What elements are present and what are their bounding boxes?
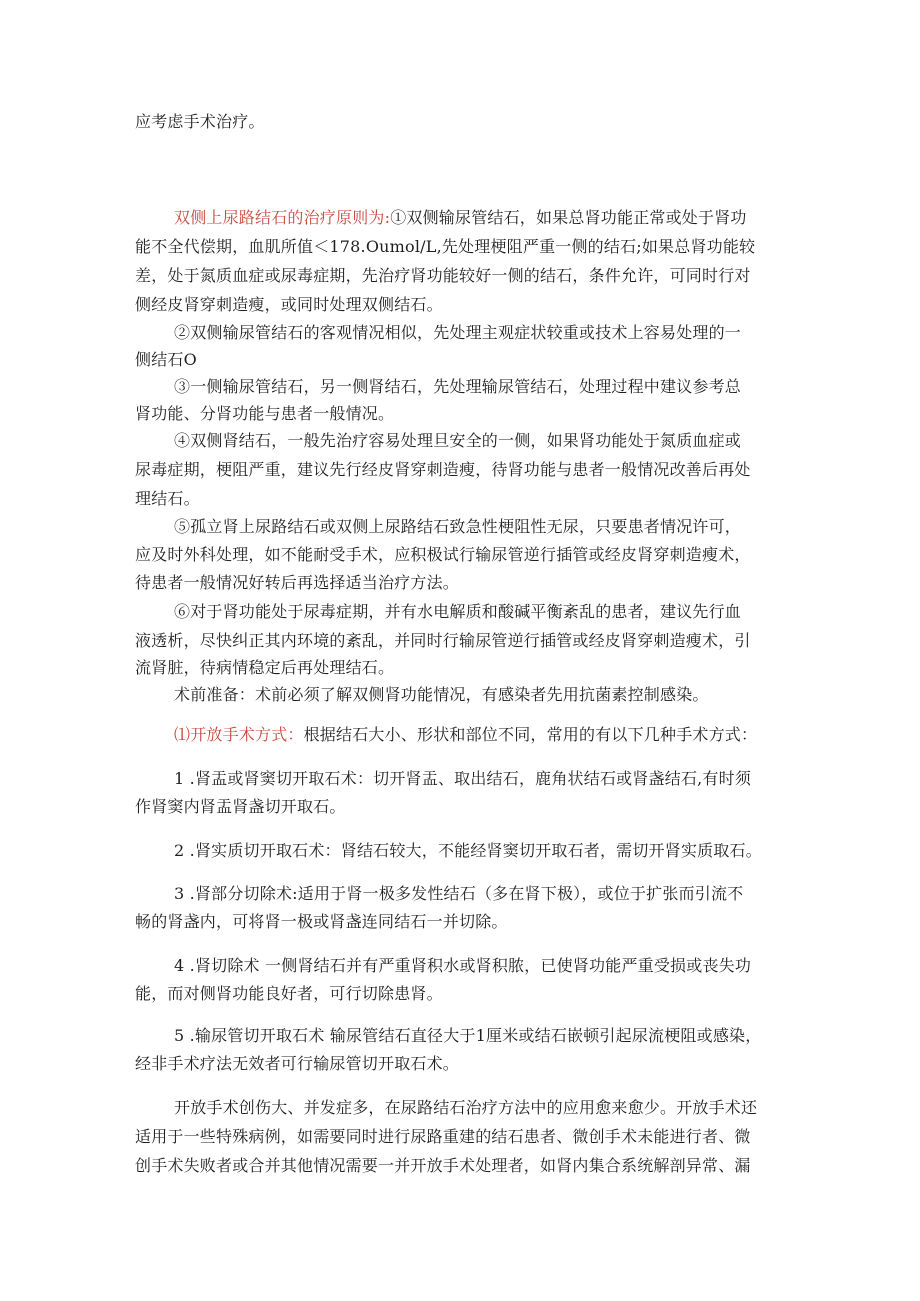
text-line: 理结石。 [135, 489, 200, 508]
text-line: 尿毒症期，梗阻严重，建议先行经皮肾穿刺造瘦，待肾功能与患者一般情况改善后再处 [135, 460, 751, 479]
text-line: 经非手术疗法无效者可行输尿管切开取石术。 [135, 1054, 460, 1073]
text-line: 适用于一些特殊病例，如需要同时进行尿路重建的结石患者、微创手术未能进行者、微 [135, 1127, 751, 1146]
text-line: ③一侧输尿管结石，另一侧肾结石，先处理输尿管结石，处理过程中建议参考总 [174, 377, 742, 396]
text-line: ⑥对于肾功能处于尿毒症期，并有水电解质和酸碱平衡紊乱的患者，建议先行血 [174, 602, 742, 621]
text-line: 作肾窦内肾盂肾盏切开取石。 [135, 797, 346, 816]
text-line: 差，处于氮质血症或尿毒症期，先治疗肾功能较好一侧的结石，条件允许，可同时行对 [135, 266, 751, 285]
text-line: 4 .肾切除术 一侧肾结石并有严重肾积水或肾积脓，已使肾功能严重受损或丧失功 [174, 956, 752, 975]
text-line: 能，而对侧肾功能良好者，可行切除患肾。 [135, 984, 443, 1003]
text-line: ②双侧输尿管结石的客观情况相似，先处理主观症状较重或技术上容易处理的一 [174, 323, 742, 342]
text-line: 开放手术创伤大、并发症多，在尿路结石治疗方法中的应用愈来愈少。开放手术还 [174, 1098, 758, 1117]
text-line: 畅的肾盏内，可将肾一极或肾盏连同结石一并切除。 [135, 912, 508, 931]
text-line: 应考虑手术治疗。 [135, 112, 265, 131]
text-line [174, 724, 757, 746]
text-line: 能不全代偿期，血肌所值＜178.Oumol/L,先处理梗阻严重一侧的结石;如果总肾功能较 [135, 237, 756, 256]
text-line: 侧经皮肾穿刺造瘦，或同时处理双侧结石。 [135, 295, 443, 314]
text-line: ④双侧肾结石，一般先治疗容易处理旦安全的一侧，如果肾功能处于氮质血症或 [174, 431, 742, 450]
text-line: 1 .肾盂或肾窦切开取石术：切开肾盂、取出结石，鹿角状结石或肾盏结石,有时须 [174, 769, 752, 788]
text-line: 应及时外科处理，如不能耐受手术，应积极试行输尿管逆行插管或经皮肾穿刺造瘦术， [135, 545, 751, 564]
text-span: ①双侧输尿管结石，如果总肾功能正常或处于肾功 [390, 208, 747, 227]
text-line: 5 .输尿管切开取石术 输尿管结石直径大于1厘米或结石嵌顿引起尿流梗阻或感染， [174, 1026, 762, 1045]
text-line: 肾功能、分肾功能与患者一般情况。 [135, 404, 395, 423]
text-line: 3 .肾部分切除术:适用于肾一极多发性结石（多在肾下极），或位于扩张而引流不 [174, 884, 744, 903]
text-line: ⑤孤立肾上尿路结石或双侧上尿路结石致急性梗阻性无尿，只要患者情况许可， [174, 517, 742, 536]
text-line [174, 207, 747, 229]
section-heading: ⑴开放手术方式： [174, 725, 304, 744]
text-line: 侧结石O [135, 350, 197, 369]
text-line: 流肾脏，待病情稳定后再处理结石。 [135, 658, 395, 677]
text-line: 术前准备：术前必须了解双侧肾功能情况，有感染者先用抗菌素控制感染。 [174, 685, 709, 704]
text-line: 液透析，尽快纠正其内环境的紊乱，并同时行输尿管逆行插管或经皮肾穿刺造瘦术，引 [135, 631, 751, 650]
text-line: 创手术失败者或合并其他情况需要一并开放手术处理者，如肾内集合系统解剖异常、漏 [135, 1156, 751, 1175]
text-line: 2 .肾实质切开取石术：肾结石较大，不能经肾窦切开取石者，需切开肾实质取石。 [174, 841, 762, 860]
section-heading: 双侧上尿路结石的治疗原则为: [174, 208, 391, 227]
text-line: 待患者一般情况好转后再选择适当治疗方法。 [135, 573, 460, 592]
text-span: 根据结石大小、形状和部位不同，常用的有以下几种手术方式： [303, 725, 758, 744]
